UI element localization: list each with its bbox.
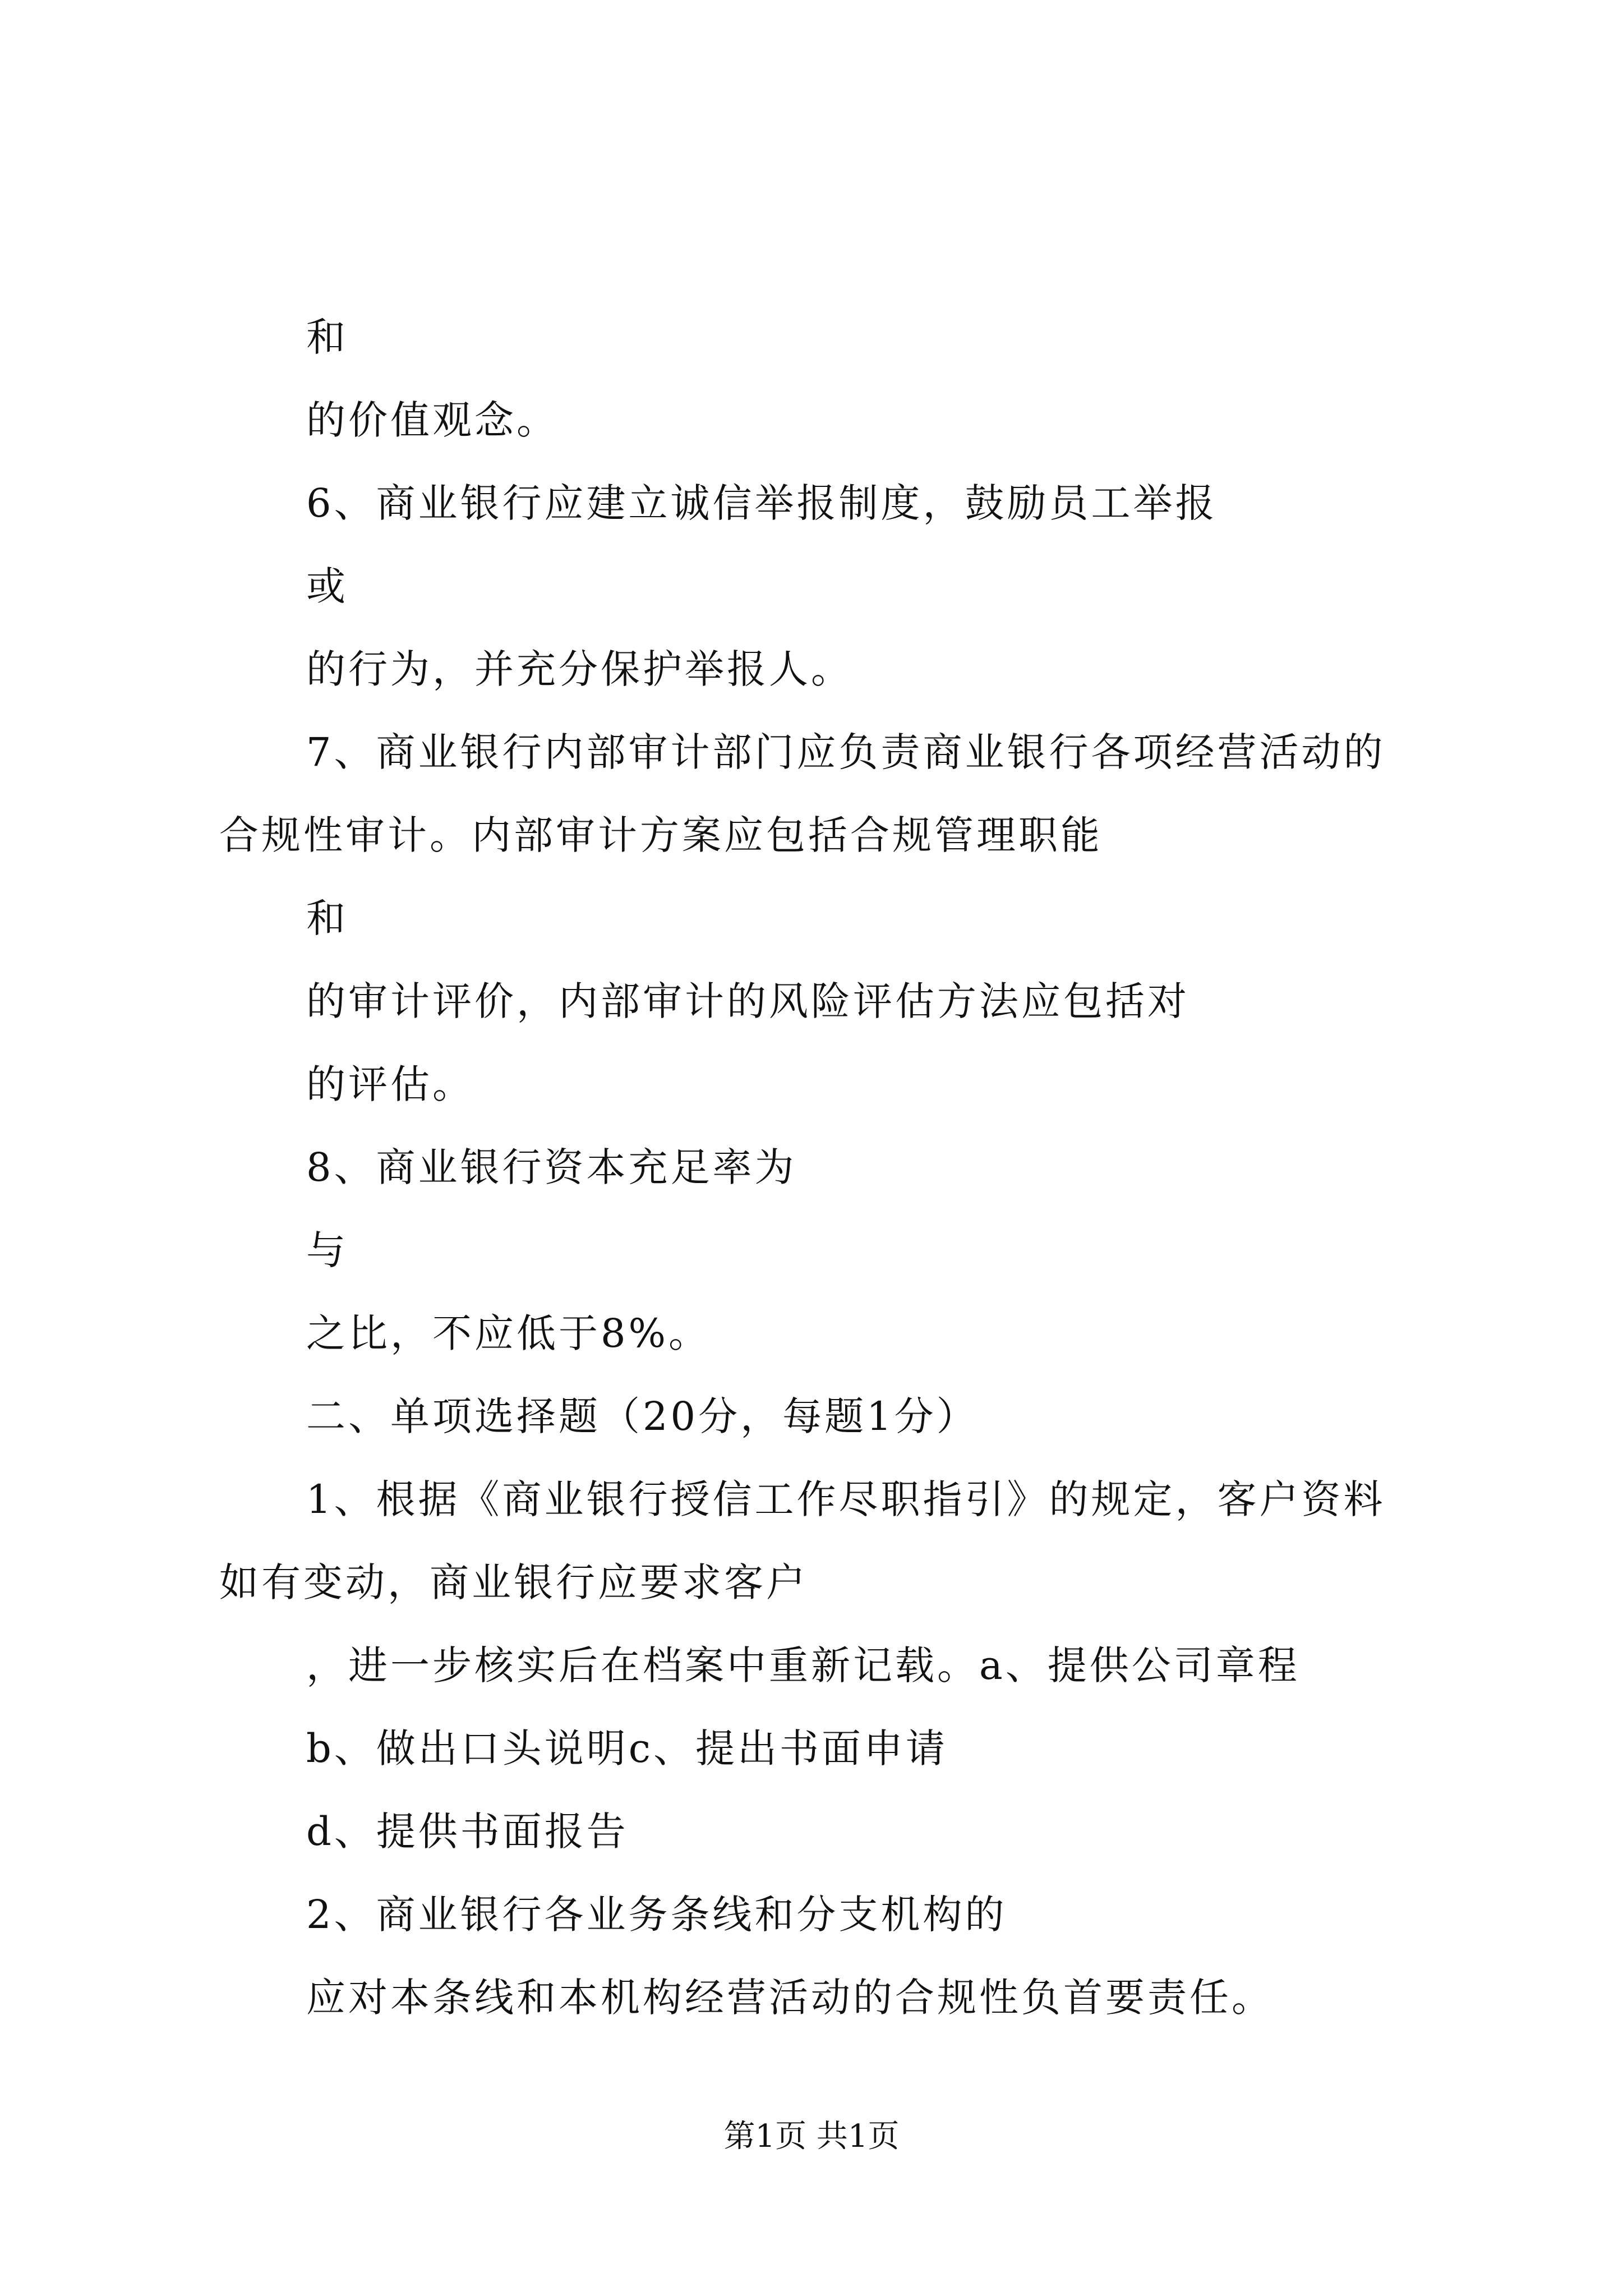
text-line: 的行为，并充分保护举报人。 — [306, 646, 853, 692]
text-line: 和 — [306, 895, 348, 941]
text-line: ，进一步核实后在档案中重新记载。a、提供公司章程 — [306, 1642, 1300, 1688]
text-line: 6、商业银行应建立诚信举报制度，鼓励员工举报 — [306, 480, 1218, 526]
text-line: 的价值观念。 — [306, 397, 559, 443]
text-line: d、提供书面报告 — [306, 1809, 629, 1855]
text-line: 1、根据《商业银行授信工作尽职指引》的规定，客户资料 — [306, 1476, 1386, 1522]
section-heading: 二、单项选择题（20分，每题1分） — [306, 1393, 979, 1439]
text-line: 的评估。 — [306, 1061, 474, 1107]
text-line: 合规性审计。内部审计方案应包括合规管理职能 — [219, 812, 1103, 858]
text-line: 2、商业银行各业务条线和分支机构的 — [306, 1892, 1007, 1938]
text-line: 与 — [306, 1227, 348, 1273]
text-line: 和 — [306, 314, 348, 360]
text-line: 或 — [306, 563, 348, 609]
text-line: 应对本条线和本机构经营活动的合规性负首要责任。 — [306, 1975, 1274, 2021]
text-line: 8、商业银行资本充足率为 — [306, 1144, 797, 1190]
text-line: 的审计评价，内部审计的风险评估方法应包括对 — [306, 978, 1189, 1024]
text-line: 之比，不应低于8%。 — [306, 1310, 711, 1356]
text-line: 如有变动，商业银行应要求客户 — [219, 1559, 808, 1605]
page-footer: 第1页 共1页 — [723, 2118, 900, 2155]
text-line: b、做出口头说明c、提出书面申请 — [306, 1726, 948, 1772]
text-line: 7、商业银行内部审计部门应负责商业银行各项经营活动的 — [306, 729, 1386, 775]
